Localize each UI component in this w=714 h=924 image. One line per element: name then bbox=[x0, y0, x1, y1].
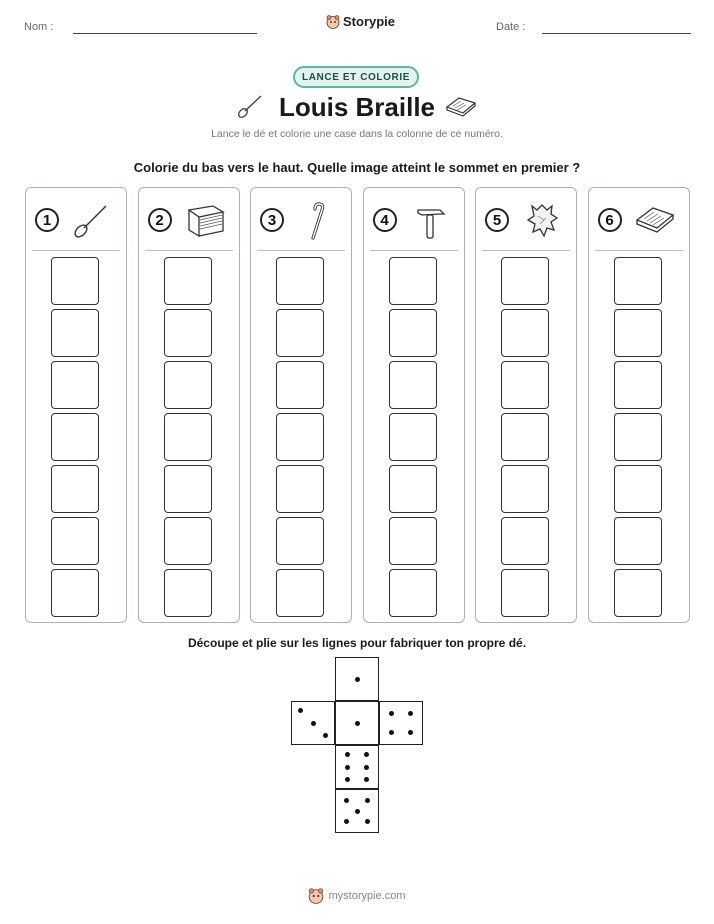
column-4 bbox=[363, 187, 465, 623]
color-box[interactable] bbox=[51, 413, 99, 461]
column-number: 6 bbox=[598, 208, 622, 232]
color-box[interactable] bbox=[164, 257, 212, 305]
column-divider bbox=[145, 250, 233, 251]
die-pip bbox=[408, 711, 413, 716]
coloring-instruction: Colorie du bas vers le haut. Quelle image atteint le sommet en premier ? bbox=[133, 160, 581, 175]
die-face-4 bbox=[379, 701, 423, 745]
color-box[interactable] bbox=[164, 569, 212, 617]
column-number: 3 bbox=[260, 208, 284, 232]
color-box[interactable] bbox=[389, 361, 437, 409]
die-face-6 bbox=[335, 745, 379, 789]
slate-icon bbox=[633, 200, 677, 240]
die-pip bbox=[364, 777, 369, 782]
die-pip bbox=[345, 752, 350, 757]
color-box[interactable] bbox=[614, 413, 662, 461]
color-box[interactable] bbox=[51, 309, 99, 357]
brand-logo bbox=[326, 14, 395, 29]
color-box[interactable] bbox=[276, 465, 324, 513]
die-pip bbox=[344, 819, 349, 824]
color-box[interactable] bbox=[614, 257, 662, 305]
color-box[interactable] bbox=[389, 465, 437, 513]
die-pip bbox=[355, 809, 360, 814]
die-pip bbox=[344, 798, 349, 803]
color-box[interactable] bbox=[614, 465, 662, 513]
color-box[interactable] bbox=[51, 465, 99, 513]
color-box[interactable] bbox=[389, 517, 437, 565]
column-number: 4 bbox=[373, 208, 397, 232]
die-pip bbox=[365, 819, 370, 824]
column-6 bbox=[588, 187, 690, 623]
die-face-3 bbox=[291, 701, 335, 745]
color-box[interactable] bbox=[164, 413, 212, 461]
color-box[interactable] bbox=[501, 569, 549, 617]
column-3 bbox=[250, 187, 352, 623]
die-pip bbox=[355, 677, 360, 682]
page-subtitle: Lance le dé et colorie une case dans la colonne de ce numéro. bbox=[211, 128, 503, 140]
color-box[interactable] bbox=[276, 361, 324, 409]
date-line bbox=[542, 33, 691, 34]
die-pip bbox=[408, 730, 413, 735]
color-box[interactable] bbox=[276, 413, 324, 461]
activity-badge: LANCE ET COLORIE bbox=[293, 66, 419, 88]
footer-url: mystorypie.com bbox=[328, 890, 406, 902]
name-label: Nom : bbox=[24, 21, 54, 33]
mascot-icon bbox=[326, 15, 340, 29]
color-box[interactable] bbox=[389, 257, 437, 305]
die-face-1 bbox=[335, 701, 379, 745]
color-box[interactable] bbox=[51, 257, 99, 305]
color-box[interactable] bbox=[51, 517, 99, 565]
column-divider bbox=[257, 250, 345, 251]
color-box[interactable] bbox=[276, 569, 324, 617]
die-instruction: Découpe et plie sur les lignes pour fabriquer ton propre dé. bbox=[187, 636, 527, 650]
column-divider bbox=[482, 250, 570, 251]
mascot-icon bbox=[308, 888, 324, 904]
die-pip bbox=[364, 752, 369, 757]
color-box[interactable] bbox=[501, 361, 549, 409]
die-pip bbox=[298, 708, 303, 713]
color-box[interactable] bbox=[389, 569, 437, 617]
color-box[interactable] bbox=[389, 413, 437, 461]
column-divider bbox=[32, 250, 120, 251]
name-line bbox=[73, 33, 257, 34]
color-box[interactable] bbox=[614, 517, 662, 565]
color-box[interactable] bbox=[614, 569, 662, 617]
die-pip bbox=[365, 798, 370, 803]
color-box[interactable] bbox=[164, 309, 212, 357]
die-pip bbox=[345, 777, 350, 782]
column-divider bbox=[370, 250, 458, 251]
brand-name: Storypie bbox=[343, 14, 396, 29]
color-box[interactable] bbox=[501, 517, 549, 565]
color-box[interactable] bbox=[389, 309, 437, 357]
color-box[interactable] bbox=[51, 569, 99, 617]
hammer-icon bbox=[408, 200, 452, 240]
color-box[interactable] bbox=[501, 257, 549, 305]
column-2 bbox=[138, 187, 240, 623]
die-pip bbox=[345, 765, 350, 770]
page-title: Louis Braille bbox=[278, 92, 436, 122]
awl-icon bbox=[70, 200, 114, 240]
die-pip bbox=[364, 765, 369, 770]
color-box[interactable] bbox=[501, 413, 549, 461]
date-label: Date : bbox=[496, 21, 526, 33]
color-box[interactable] bbox=[614, 361, 662, 409]
column-number: 5 bbox=[485, 208, 509, 232]
slate-icon bbox=[444, 94, 478, 118]
color-box[interactable] bbox=[276, 309, 324, 357]
column-1 bbox=[25, 187, 127, 623]
color-box[interactable] bbox=[276, 517, 324, 565]
color-box[interactable] bbox=[501, 309, 549, 357]
color-box[interactable] bbox=[276, 257, 324, 305]
color-box[interactable] bbox=[164, 517, 212, 565]
die-face-5 bbox=[335, 789, 379, 833]
die-pip bbox=[389, 730, 394, 735]
color-box[interactable] bbox=[501, 465, 549, 513]
column-number: 1 bbox=[35, 208, 59, 232]
column-divider bbox=[595, 250, 683, 251]
leather-hide-icon bbox=[520, 200, 564, 240]
die-pip bbox=[389, 711, 394, 716]
color-box[interactable] bbox=[164, 361, 212, 409]
die-pip bbox=[323, 733, 328, 738]
color-box[interactable] bbox=[614, 309, 662, 357]
column-5 bbox=[475, 187, 577, 623]
die-pip bbox=[311, 721, 316, 726]
color-box[interactable] bbox=[164, 465, 212, 513]
color-box[interactable] bbox=[51, 361, 99, 409]
footer bbox=[0, 888, 714, 904]
die-face-1 bbox=[335, 657, 379, 701]
die-pip bbox=[355, 721, 360, 726]
cane-icon bbox=[295, 200, 339, 240]
book-icon bbox=[183, 200, 227, 240]
column-number: 2 bbox=[148, 208, 172, 232]
